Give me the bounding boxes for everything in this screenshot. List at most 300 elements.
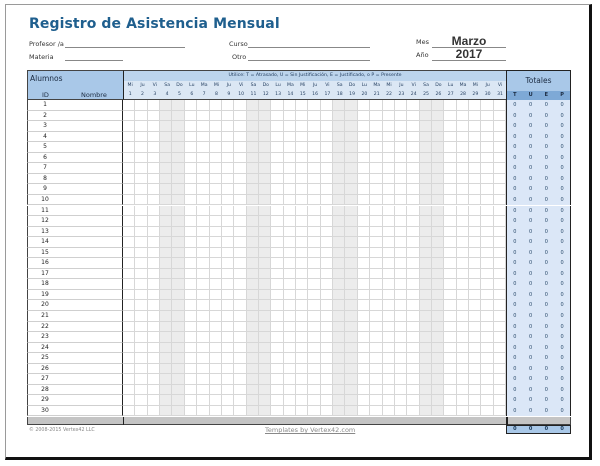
attendance-cell[interactable] xyxy=(481,153,493,164)
attendance-cell[interactable] xyxy=(234,332,246,343)
attendance-cell[interactable] xyxy=(148,385,160,396)
attendance-cell[interactable] xyxy=(197,237,209,248)
attendance-cell[interactable] xyxy=(222,248,234,259)
attendance-cell[interactable] xyxy=(395,142,407,153)
attendance-cell[interactable] xyxy=(197,311,209,322)
attendance-cell[interactable] xyxy=(321,364,333,375)
attendance-cell[interactable] xyxy=(345,111,357,122)
attendance-cell[interactable] xyxy=(444,248,456,259)
attendance-cell[interactable] xyxy=(284,237,296,248)
attendance-cell[interactable] xyxy=(358,290,370,301)
attendance-cell[interactable] xyxy=(358,258,370,269)
attendance-cell[interactable] xyxy=(407,216,419,227)
attendance-cell[interactable] xyxy=(123,163,135,174)
attendance-cell[interactable] xyxy=(383,385,395,396)
attendance-cell[interactable] xyxy=(247,322,259,333)
attendance-cell[interactable] xyxy=(259,216,271,227)
attendance-cell[interactable] xyxy=(358,121,370,132)
attendance-cell[interactable] xyxy=(469,279,481,290)
attendance-cell[interactable] xyxy=(135,237,147,248)
attendance-cell[interactable] xyxy=(494,353,506,364)
attendance-cell[interactable] xyxy=(284,395,296,406)
attendance-cell[interactable] xyxy=(370,279,382,290)
attendance-cell[interactable] xyxy=(197,374,209,385)
attendance-cell[interactable] xyxy=(185,395,197,406)
attendance-cell[interactable] xyxy=(358,111,370,122)
attendance-cell[interactable] xyxy=(407,184,419,195)
attendance-cell[interactable] xyxy=(395,111,407,122)
attendance-cell[interactable] xyxy=(247,258,259,269)
attendance-cell[interactable] xyxy=(296,322,308,333)
attendance-cell[interactable] xyxy=(407,406,419,417)
attendance-cell[interactable] xyxy=(358,163,370,174)
attendance-cell[interactable] xyxy=(457,195,469,206)
attendance-cell[interactable] xyxy=(247,100,259,111)
attendance-cell[interactable] xyxy=(135,343,147,354)
attendance-cell[interactable] xyxy=(148,364,160,375)
attendance-cell[interactable] xyxy=(432,364,444,375)
attendance-cell[interactable] xyxy=(395,206,407,217)
attendance-cell[interactable] xyxy=(234,206,246,217)
attendance-cell[interactable] xyxy=(197,385,209,396)
attendance-cell[interactable] xyxy=(210,258,222,269)
attendance-cell[interactable] xyxy=(247,206,259,217)
attendance-cell[interactable] xyxy=(457,406,469,417)
attendance-cell[interactable] xyxy=(420,195,432,206)
attendance-cell[interactable] xyxy=(271,248,283,259)
attendance-cell[interactable] xyxy=(259,153,271,164)
attendance-cell[interactable] xyxy=(370,258,382,269)
attendance-cell[interactable] xyxy=(469,374,481,385)
attendance-cell[interactable] xyxy=(333,216,345,227)
attendance-cell[interactable] xyxy=(444,332,456,343)
attendance-cell[interactable] xyxy=(494,374,506,385)
attendance-cell[interactable] xyxy=(469,195,481,206)
attendance-cell[interactable] xyxy=(210,269,222,280)
attendance-cell[interactable] xyxy=(358,269,370,280)
attendance-cell[interactable] xyxy=(407,227,419,238)
attendance-cell[interactable] xyxy=(407,258,419,269)
attendance-cell[interactable] xyxy=(284,248,296,259)
attendance-cell[interactable] xyxy=(469,322,481,333)
attendance-cell[interactable] xyxy=(432,258,444,269)
materia-field[interactable] xyxy=(65,60,123,61)
attendance-cell[interactable] xyxy=(284,121,296,132)
attendance-cell[interactable] xyxy=(185,258,197,269)
attendance-cell[interactable] xyxy=(469,237,481,248)
attendance-cell[interactable] xyxy=(432,153,444,164)
attendance-cell[interactable] xyxy=(296,343,308,354)
attendance-cell[interactable] xyxy=(210,195,222,206)
attendance-cell[interactable] xyxy=(172,300,184,311)
attendance-cell[interactable] xyxy=(370,100,382,111)
attendance-cell[interactable] xyxy=(481,237,493,248)
attendance-cell[interactable] xyxy=(172,174,184,185)
attendance-cell[interactable] xyxy=(123,216,135,227)
attendance-cell[interactable] xyxy=(469,184,481,195)
attendance-cell[interactable] xyxy=(457,111,469,122)
attendance-cell[interactable] xyxy=(271,290,283,301)
attendance-cell[interactable] xyxy=(123,248,135,259)
attendance-cell[interactable] xyxy=(321,163,333,174)
attendance-cell[interactable] xyxy=(148,121,160,132)
attendance-cell[interactable] xyxy=(123,290,135,301)
attendance-cell[interactable] xyxy=(259,174,271,185)
attendance-cell[interactable] xyxy=(395,100,407,111)
attendance-cell[interactable] xyxy=(333,195,345,206)
attendance-cell[interactable] xyxy=(172,227,184,238)
attendance-cell[interactable] xyxy=(259,195,271,206)
attendance-cell[interactable] xyxy=(210,100,222,111)
attendance-cell[interactable] xyxy=(135,227,147,238)
attendance-cell[interactable] xyxy=(481,385,493,396)
attendance-cell[interactable] xyxy=(222,385,234,396)
attendance-cell[interactable] xyxy=(148,311,160,322)
attendance-cell[interactable] xyxy=(210,332,222,343)
attendance-cell[interactable] xyxy=(172,353,184,364)
attendance-cell[interactable] xyxy=(333,385,345,396)
attendance-cell[interactable] xyxy=(321,227,333,238)
attendance-cell[interactable] xyxy=(494,395,506,406)
attendance-cell[interactable] xyxy=(296,142,308,153)
attendance-cell[interactable] xyxy=(481,364,493,375)
attendance-cell[interactable] xyxy=(123,353,135,364)
attendance-cell[interactable] xyxy=(444,174,456,185)
attendance-cell[interactable] xyxy=(259,163,271,174)
attendance-cell[interactable] xyxy=(444,395,456,406)
attendance-cell[interactable] xyxy=(210,153,222,164)
attendance-cell[interactable] xyxy=(160,121,172,132)
attendance-cell[interactable] xyxy=(296,374,308,385)
attendance-cell[interactable] xyxy=(494,385,506,396)
attendance-cell[interactable] xyxy=(308,237,320,248)
attendance-cell[interactable] xyxy=(148,100,160,111)
attendance-cell[interactable] xyxy=(234,279,246,290)
attendance-cell[interactable] xyxy=(160,111,172,122)
attendance-cell[interactable] xyxy=(234,100,246,111)
attendance-cell[interactable] xyxy=(222,111,234,122)
attendance-cell[interactable] xyxy=(420,311,432,322)
attendance-cell[interactable] xyxy=(383,227,395,238)
attendance-cell[interactable] xyxy=(494,111,506,122)
attendance-cell[interactable] xyxy=(444,353,456,364)
attendance-cell[interactable] xyxy=(457,374,469,385)
attendance-cell[interactable] xyxy=(321,132,333,143)
attendance-cell[interactable] xyxy=(345,248,357,259)
attendance-cell[interactable] xyxy=(432,311,444,322)
attendance-cell[interactable] xyxy=(247,184,259,195)
attendance-cell[interactable] xyxy=(420,248,432,259)
attendance-cell[interactable] xyxy=(321,258,333,269)
attendance-cell[interactable] xyxy=(296,174,308,185)
attendance-cell[interactable] xyxy=(284,163,296,174)
attendance-cell[interactable] xyxy=(420,279,432,290)
attendance-cell[interactable] xyxy=(457,237,469,248)
attendance-cell[interactable] xyxy=(160,353,172,364)
attendance-cell[interactable] xyxy=(407,395,419,406)
attendance-cell[interactable] xyxy=(494,132,506,143)
attendance-cell[interactable] xyxy=(172,216,184,227)
attendance-cell[interactable] xyxy=(407,374,419,385)
attendance-cell[interactable] xyxy=(407,248,419,259)
attendance-cell[interactable] xyxy=(135,290,147,301)
attendance-cell[interactable] xyxy=(444,121,456,132)
attendance-cell[interactable] xyxy=(284,153,296,164)
attendance-cell[interactable] xyxy=(345,322,357,333)
attendance-cell[interactable] xyxy=(160,163,172,174)
attendance-cell[interactable] xyxy=(185,406,197,417)
attendance-cell[interactable] xyxy=(308,385,320,396)
attendance-cell[interactable] xyxy=(234,184,246,195)
attendance-cell[interactable] xyxy=(247,290,259,301)
attendance-cell[interactable] xyxy=(259,406,271,417)
attendance-cell[interactable] xyxy=(345,279,357,290)
attendance-cell[interactable] xyxy=(370,216,382,227)
attendance-cell[interactable] xyxy=(321,343,333,354)
attendance-cell[interactable] xyxy=(370,195,382,206)
attendance-cell[interactable] xyxy=(271,163,283,174)
attendance-cell[interactable] xyxy=(308,142,320,153)
attendance-cell[interactable] xyxy=(123,343,135,354)
attendance-cell[interactable] xyxy=(296,206,308,217)
attendance-cell[interactable] xyxy=(432,206,444,217)
attendance-cell[interactable] xyxy=(333,353,345,364)
attendance-cell[interactable] xyxy=(210,227,222,238)
attendance-cell[interactable] xyxy=(494,364,506,375)
attendance-cell[interactable] xyxy=(123,385,135,396)
attendance-cell[interactable] xyxy=(185,269,197,280)
attendance-cell[interactable] xyxy=(222,258,234,269)
attendance-cell[interactable] xyxy=(259,111,271,122)
attendance-cell[interactable] xyxy=(494,184,506,195)
attendance-cell[interactable] xyxy=(185,290,197,301)
attendance-cell[interactable] xyxy=(148,174,160,185)
attendance-cell[interactable] xyxy=(308,332,320,343)
attendance-cell[interactable] xyxy=(345,385,357,396)
attendance-cell[interactable] xyxy=(420,206,432,217)
attendance-cell[interactable] xyxy=(172,248,184,259)
attendance-cell[interactable] xyxy=(432,195,444,206)
attendance-cell[interactable] xyxy=(395,343,407,354)
attendance-cell[interactable] xyxy=(135,111,147,122)
attendance-cell[interactable] xyxy=(420,142,432,153)
attendance-cell[interactable] xyxy=(345,195,357,206)
attendance-cell[interactable] xyxy=(296,184,308,195)
attendance-cell[interactable] xyxy=(345,174,357,185)
attendance-cell[interactable] xyxy=(247,406,259,417)
attendance-cell[interactable] xyxy=(234,153,246,164)
attendance-cell[interactable] xyxy=(469,258,481,269)
attendance-cell[interactable] xyxy=(160,269,172,280)
attendance-cell[interactable] xyxy=(432,184,444,195)
attendance-cell[interactable] xyxy=(469,153,481,164)
attendance-cell[interactable] xyxy=(383,311,395,322)
attendance-cell[interactable] xyxy=(185,332,197,343)
attendance-cell[interactable] xyxy=(308,311,320,322)
attendance-cell[interactable] xyxy=(172,269,184,280)
attendance-cell[interactable] xyxy=(481,343,493,354)
attendance-cell[interactable] xyxy=(481,100,493,111)
attendance-cell[interactable] xyxy=(135,269,147,280)
attendance-cell[interactable] xyxy=(345,406,357,417)
attendance-cell[interactable] xyxy=(148,343,160,354)
attendance-cell[interactable] xyxy=(457,248,469,259)
attendance-cell[interactable] xyxy=(247,195,259,206)
attendance-cell[interactable] xyxy=(407,174,419,185)
attendance-cell[interactable] xyxy=(333,279,345,290)
attendance-cell[interactable] xyxy=(395,374,407,385)
attendance-cell[interactable] xyxy=(358,227,370,238)
attendance-cell[interactable] xyxy=(345,132,357,143)
attendance-cell[interactable] xyxy=(321,174,333,185)
attendance-cell[interactable] xyxy=(135,174,147,185)
attendance-cell[interactable] xyxy=(148,216,160,227)
attendance-cell[interactable] xyxy=(222,216,234,227)
attendance-cell[interactable] xyxy=(420,374,432,385)
attendance-cell[interactable] xyxy=(457,142,469,153)
attendance-cell[interactable] xyxy=(210,184,222,195)
attendance-cell[interactable] xyxy=(234,395,246,406)
attendance-cell[interactable] xyxy=(469,132,481,143)
attendance-cell[interactable] xyxy=(420,332,432,343)
attendance-cell[interactable] xyxy=(420,237,432,248)
attendance-cell[interactable] xyxy=(148,206,160,217)
attendance-cell[interactable] xyxy=(444,163,456,174)
attendance-cell[interactable] xyxy=(135,364,147,375)
attendance-cell[interactable] xyxy=(494,206,506,217)
attendance-cell[interactable] xyxy=(160,248,172,259)
attendance-cell[interactable] xyxy=(308,227,320,238)
attendance-cell[interactable] xyxy=(420,163,432,174)
attendance-cell[interactable] xyxy=(234,216,246,227)
attendance-cell[interactable] xyxy=(172,290,184,301)
attendance-cell[interactable] xyxy=(383,290,395,301)
attendance-cell[interactable] xyxy=(148,269,160,280)
attendance-cell[interactable] xyxy=(444,322,456,333)
attendance-cell[interactable] xyxy=(185,364,197,375)
attendance-cell[interactable] xyxy=(210,322,222,333)
attendance-cell[interactable] xyxy=(160,395,172,406)
attendance-cell[interactable] xyxy=(481,121,493,132)
attendance-cell[interactable] xyxy=(284,258,296,269)
attendance-cell[interactable] xyxy=(407,153,419,164)
attendance-cell[interactable] xyxy=(481,311,493,322)
attendance-cell[interactable] xyxy=(234,142,246,153)
attendance-cell[interactable] xyxy=(333,290,345,301)
attendance-cell[interactable] xyxy=(469,353,481,364)
attendance-cell[interactable] xyxy=(308,364,320,375)
attendance-cell[interactable] xyxy=(234,237,246,248)
attendance-cell[interactable] xyxy=(296,132,308,143)
attendance-cell[interactable] xyxy=(259,142,271,153)
attendance-cell[interactable] xyxy=(160,153,172,164)
attendance-cell[interactable] xyxy=(494,163,506,174)
attendance-cell[interactable] xyxy=(321,237,333,248)
attendance-cell[interactable] xyxy=(383,353,395,364)
attendance-cell[interactable] xyxy=(469,206,481,217)
attendance-cell[interactable] xyxy=(135,163,147,174)
attendance-cell[interactable] xyxy=(271,311,283,322)
attendance-cell[interactable] xyxy=(395,385,407,396)
attendance-cell[interactable] xyxy=(494,142,506,153)
attendance-cell[interactable] xyxy=(160,206,172,217)
attendance-cell[interactable] xyxy=(407,111,419,122)
attendance-cell[interactable] xyxy=(457,206,469,217)
attendance-cell[interactable] xyxy=(197,195,209,206)
attendance-cell[interactable] xyxy=(172,406,184,417)
attendance-cell[interactable] xyxy=(247,364,259,375)
attendance-cell[interactable] xyxy=(234,248,246,259)
attendance-cell[interactable] xyxy=(333,184,345,195)
attendance-cell[interactable] xyxy=(222,269,234,280)
attendance-cell[interactable] xyxy=(321,184,333,195)
attendance-cell[interactable] xyxy=(358,332,370,343)
attendance-cell[interactable] xyxy=(148,227,160,238)
attendance-cell[interactable] xyxy=(481,290,493,301)
attendance-cell[interactable] xyxy=(210,290,222,301)
attendance-cell[interactable] xyxy=(222,353,234,364)
attendance-cell[interactable] xyxy=(407,132,419,143)
attendance-cell[interactable] xyxy=(197,163,209,174)
attendance-cell[interactable] xyxy=(395,311,407,322)
attendance-cell[interactable] xyxy=(259,311,271,322)
attendance-cell[interactable] xyxy=(494,248,506,259)
attendance-cell[interactable] xyxy=(296,237,308,248)
attendance-cell[interactable] xyxy=(383,100,395,111)
attendance-cell[interactable] xyxy=(271,406,283,417)
attendance-cell[interactable] xyxy=(271,153,283,164)
attendance-cell[interactable] xyxy=(135,374,147,385)
attendance-cell[interactable] xyxy=(481,395,493,406)
attendance-cell[interactable] xyxy=(135,195,147,206)
attendance-cell[interactable] xyxy=(222,374,234,385)
attendance-cell[interactable] xyxy=(358,395,370,406)
attendance-cell[interactable] xyxy=(481,300,493,311)
attendance-cell[interactable] xyxy=(296,248,308,259)
attendance-cell[interactable] xyxy=(469,111,481,122)
attendance-cell[interactable] xyxy=(234,353,246,364)
attendance-cell[interactable] xyxy=(247,216,259,227)
attendance-cell[interactable] xyxy=(197,300,209,311)
attendance-cell[interactable] xyxy=(123,311,135,322)
attendance-cell[interactable] xyxy=(308,290,320,301)
attendance-cell[interactable] xyxy=(123,269,135,280)
attendance-cell[interactable] xyxy=(345,142,357,153)
attendance-cell[interactable] xyxy=(370,300,382,311)
attendance-cell[interactable] xyxy=(271,111,283,122)
attendance-cell[interactable] xyxy=(160,184,172,195)
attendance-cell[interactable] xyxy=(135,322,147,333)
attendance-cell[interactable] xyxy=(333,142,345,153)
attendance-cell[interactable] xyxy=(494,153,506,164)
attendance-cell[interactable] xyxy=(494,258,506,269)
attendance-cell[interactable] xyxy=(481,206,493,217)
attendance-cell[interactable] xyxy=(271,121,283,132)
attendance-cell[interactable] xyxy=(358,353,370,364)
attendance-cell[interactable] xyxy=(432,237,444,248)
attendance-cell[interactable] xyxy=(197,364,209,375)
attendance-cell[interactable] xyxy=(259,364,271,375)
attendance-cell[interactable] xyxy=(432,322,444,333)
attendance-cell[interactable] xyxy=(370,269,382,280)
attendance-cell[interactable] xyxy=(247,385,259,396)
attendance-cell[interactable] xyxy=(370,132,382,143)
attendance-cell[interactable] xyxy=(358,184,370,195)
attendance-cell[interactable] xyxy=(284,142,296,153)
attendance-cell[interactable] xyxy=(185,227,197,238)
attendance-cell[interactable] xyxy=(197,406,209,417)
attendance-cell[interactable] xyxy=(345,237,357,248)
